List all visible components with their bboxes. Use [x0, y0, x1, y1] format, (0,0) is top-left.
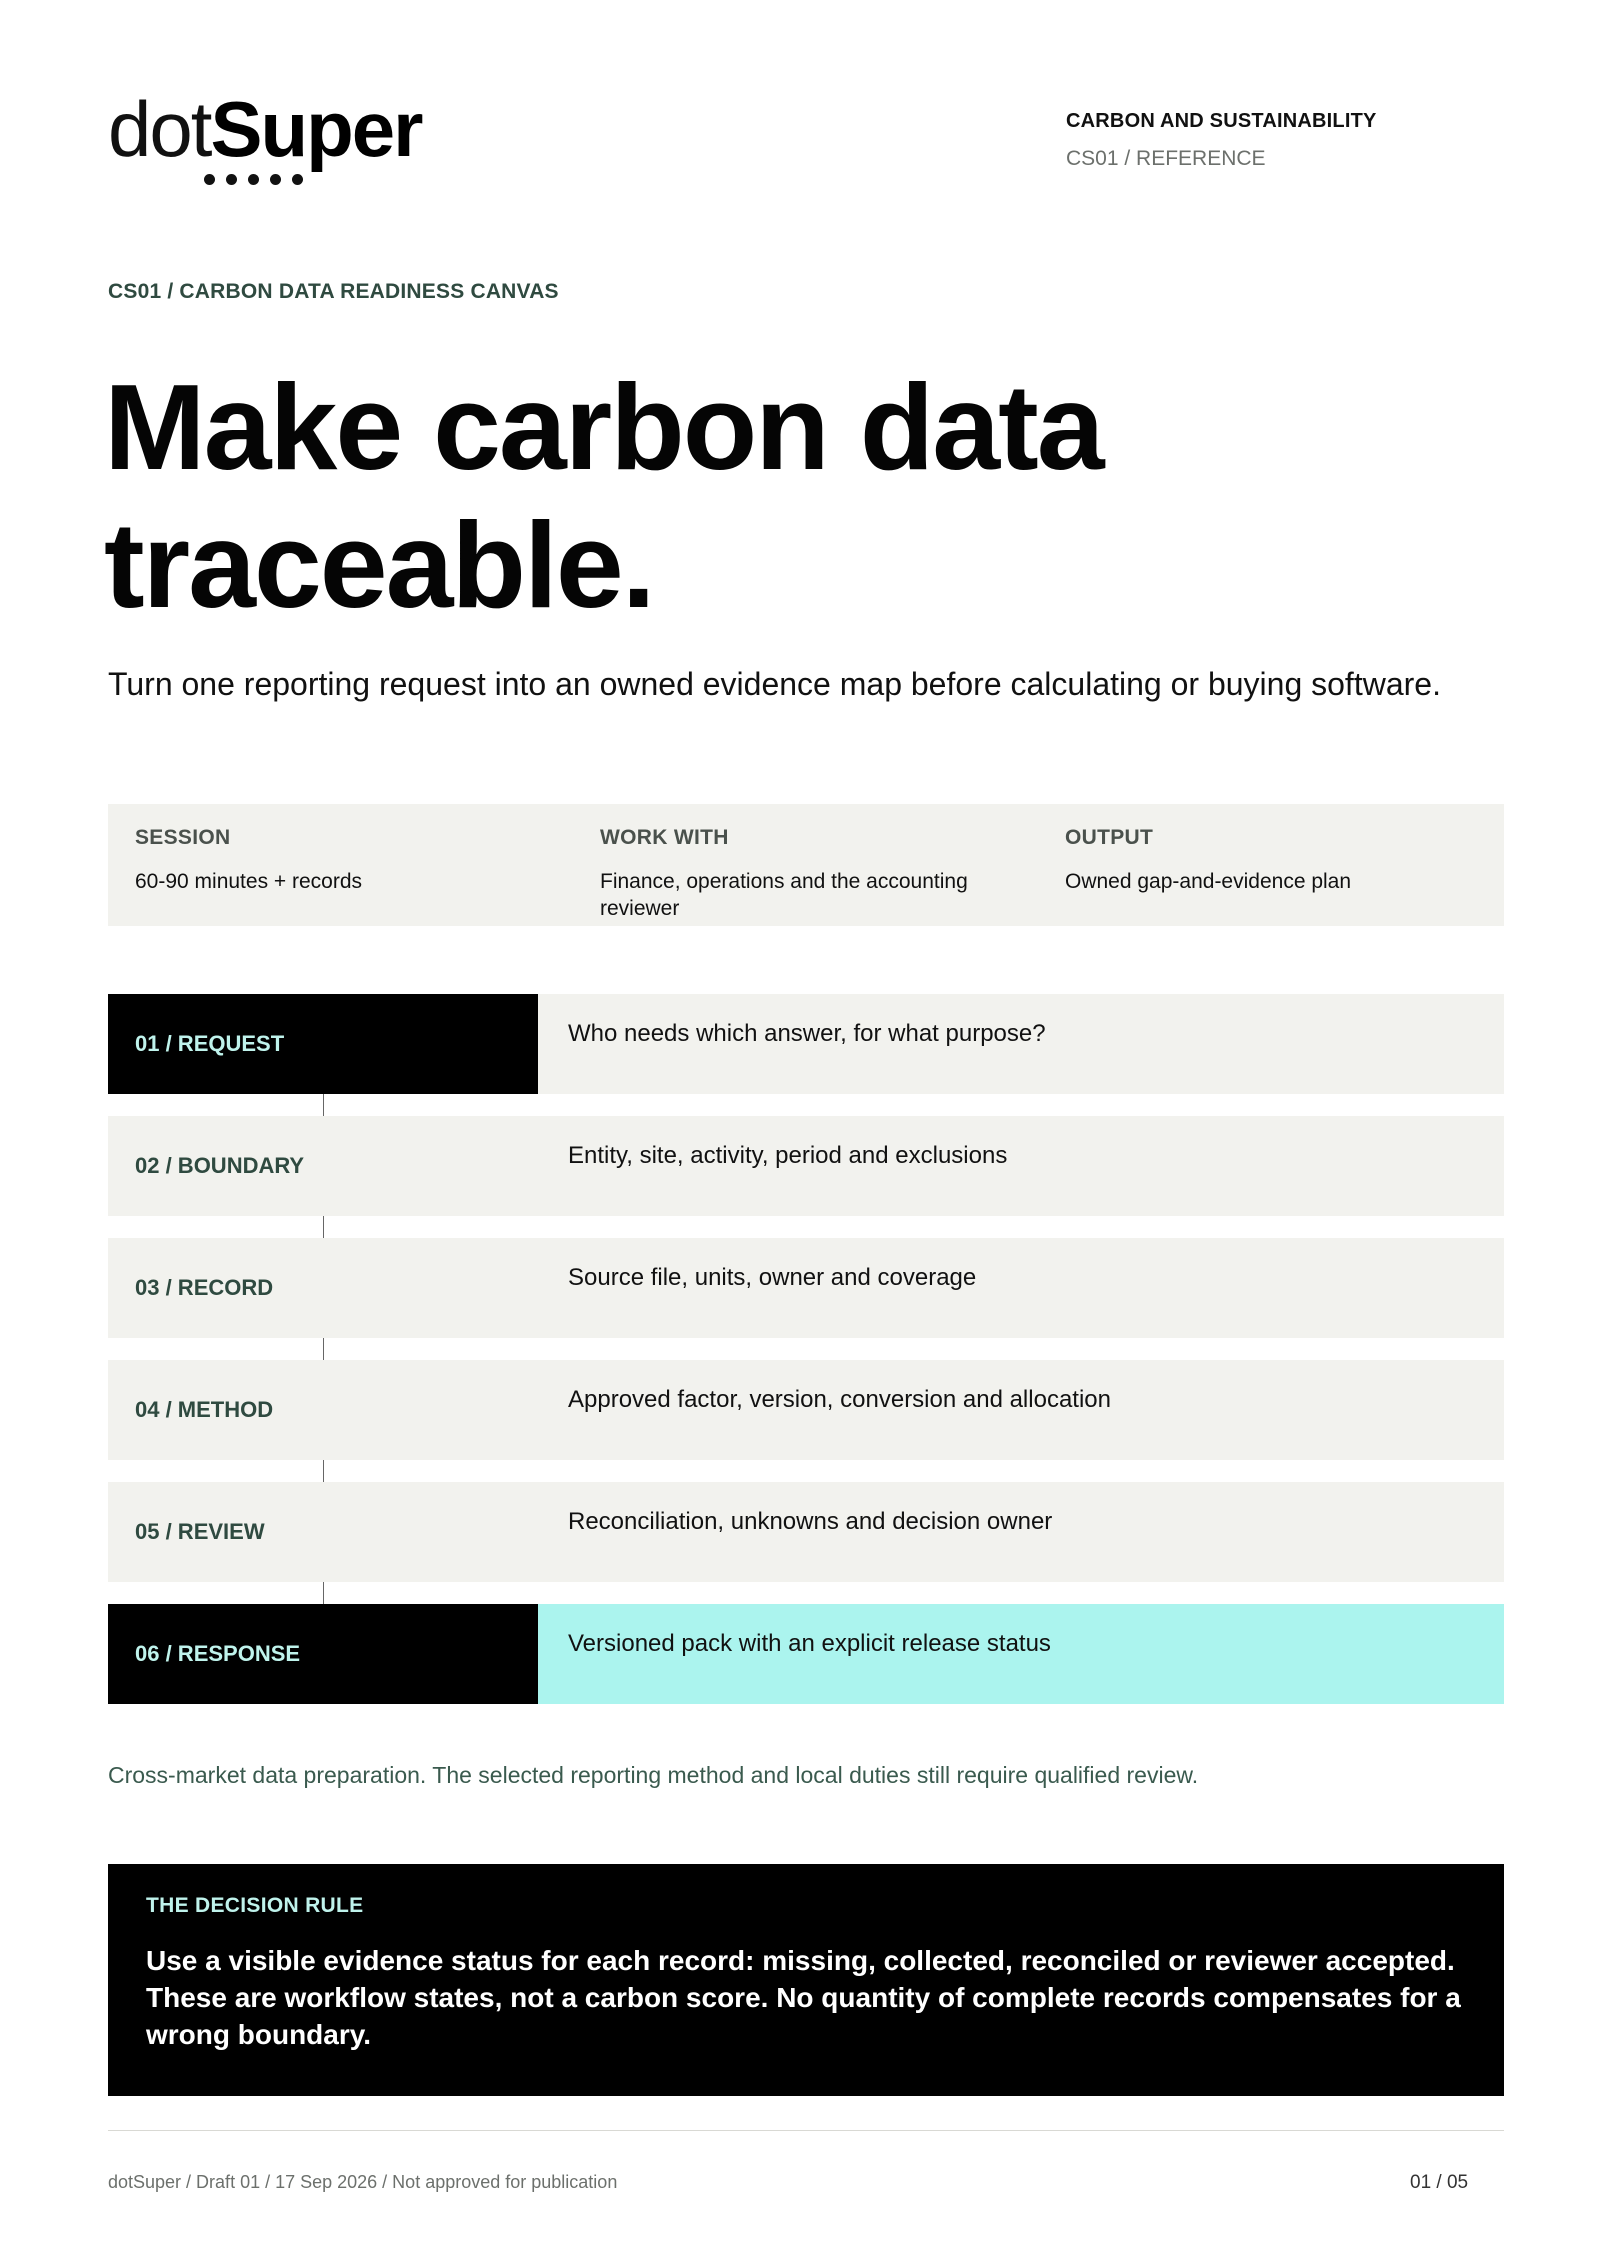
page-title-line-1: Make carbon data	[104, 359, 1103, 495]
step-text: Reconciliation, unknowns and decision owner	[568, 1508, 1053, 1535]
meta-work-with	[600, 826, 1000, 922]
page-title	[104, 358, 1404, 634]
step-label: 03 / RECORD	[135, 1275, 274, 1300]
step-label: 06 / RESPONSE	[108, 1604, 538, 1704]
step-text: Who needs which answer, for what purpose?	[568, 1020, 1046, 1047]
logo-dots-mark	[204, 174, 303, 185]
meta-session	[135, 826, 535, 895]
step-request	[108, 994, 1504, 1094]
step-connector	[323, 1582, 324, 1604]
meta-output	[1065, 826, 1465, 895]
section-title: CARBON AND SUSTAINABILITY	[1066, 110, 1377, 132]
footer-divider	[108, 2130, 1504, 2131]
step-label: 04 / METHOD	[135, 1397, 274, 1422]
decision-rule-text: Use a visible evidence status for each record: missing, collected, reconciled or reviewer accepted. These are workflow states, not a carbon score. No quantity of complete records compensates for a wrong boundary.	[146, 1945, 1461, 2050]
step-text: Source file, units, owner and coverage	[568, 1264, 977, 1291]
step-connector	[323, 1460, 324, 1482]
meta-value: Finance, operations and the accounting reviewer	[600, 870, 968, 920]
decision-rule-box	[108, 1864, 1504, 2096]
page-title-line-2: traceable.	[104, 497, 654, 633]
step-record	[108, 1238, 1504, 1338]
step-label: 01 / REQUEST	[108, 994, 538, 1094]
document-reference	[1066, 110, 1377, 171]
step-boundary	[108, 1116, 1504, 1216]
step-method	[108, 1360, 1504, 1460]
decision-rule-title: THE DECISION RULE	[146, 1894, 364, 1917]
step-text: Approved factor, version, conversion and allocation	[568, 1386, 1111, 1413]
review-note: Cross-market data preparation. The selected reporting method and local duties still require qualified review.	[108, 1762, 1199, 1788]
page-number: 01 / 05	[1410, 2172, 1469, 2193]
step-connector	[323, 1094, 324, 1116]
canvas-steps	[108, 994, 1504, 1726]
step-label: 02 / BOUNDARY	[135, 1153, 305, 1178]
step-label: 05 / REVIEW	[135, 1519, 265, 1544]
meta-value: 60-90 minutes + records	[135, 870, 363, 893]
step-connector	[323, 1338, 324, 1360]
meta-label: OUTPUT	[1065, 826, 1154, 849]
session-meta-panel	[108, 804, 1504, 926]
logo-text-super: Super	[210, 85, 422, 173]
step-response	[108, 1604, 1504, 1704]
logo-text-dot: dot	[108, 85, 211, 173]
step-connector	[323, 1216, 324, 1238]
step-text: Versioned pack with an explicit release status	[568, 1630, 1051, 1657]
step-text: Entity, site, activity, period and exclusions	[568, 1142, 1008, 1169]
lede: Turn one reporting request into an owned evidence map before calculating or buying software.	[108, 666, 1441, 702]
meta-label: SESSION	[135, 826, 231, 849]
dotsuper-logo	[108, 84, 468, 184]
kicker: CS01 / CARBON DATA READINESS CANVAS	[108, 280, 559, 303]
meta-value: Owned gap-and-evidence plan	[1065, 870, 1352, 893]
reference-code: CS01 / REFERENCE	[1066, 147, 1266, 170]
footer-status: dotSuper / Draft 01 / 17 Sep 2026 / Not approved for publication	[108, 2172, 618, 2192]
meta-label: WORK WITH	[600, 826, 729, 849]
step-review	[108, 1482, 1504, 1582]
